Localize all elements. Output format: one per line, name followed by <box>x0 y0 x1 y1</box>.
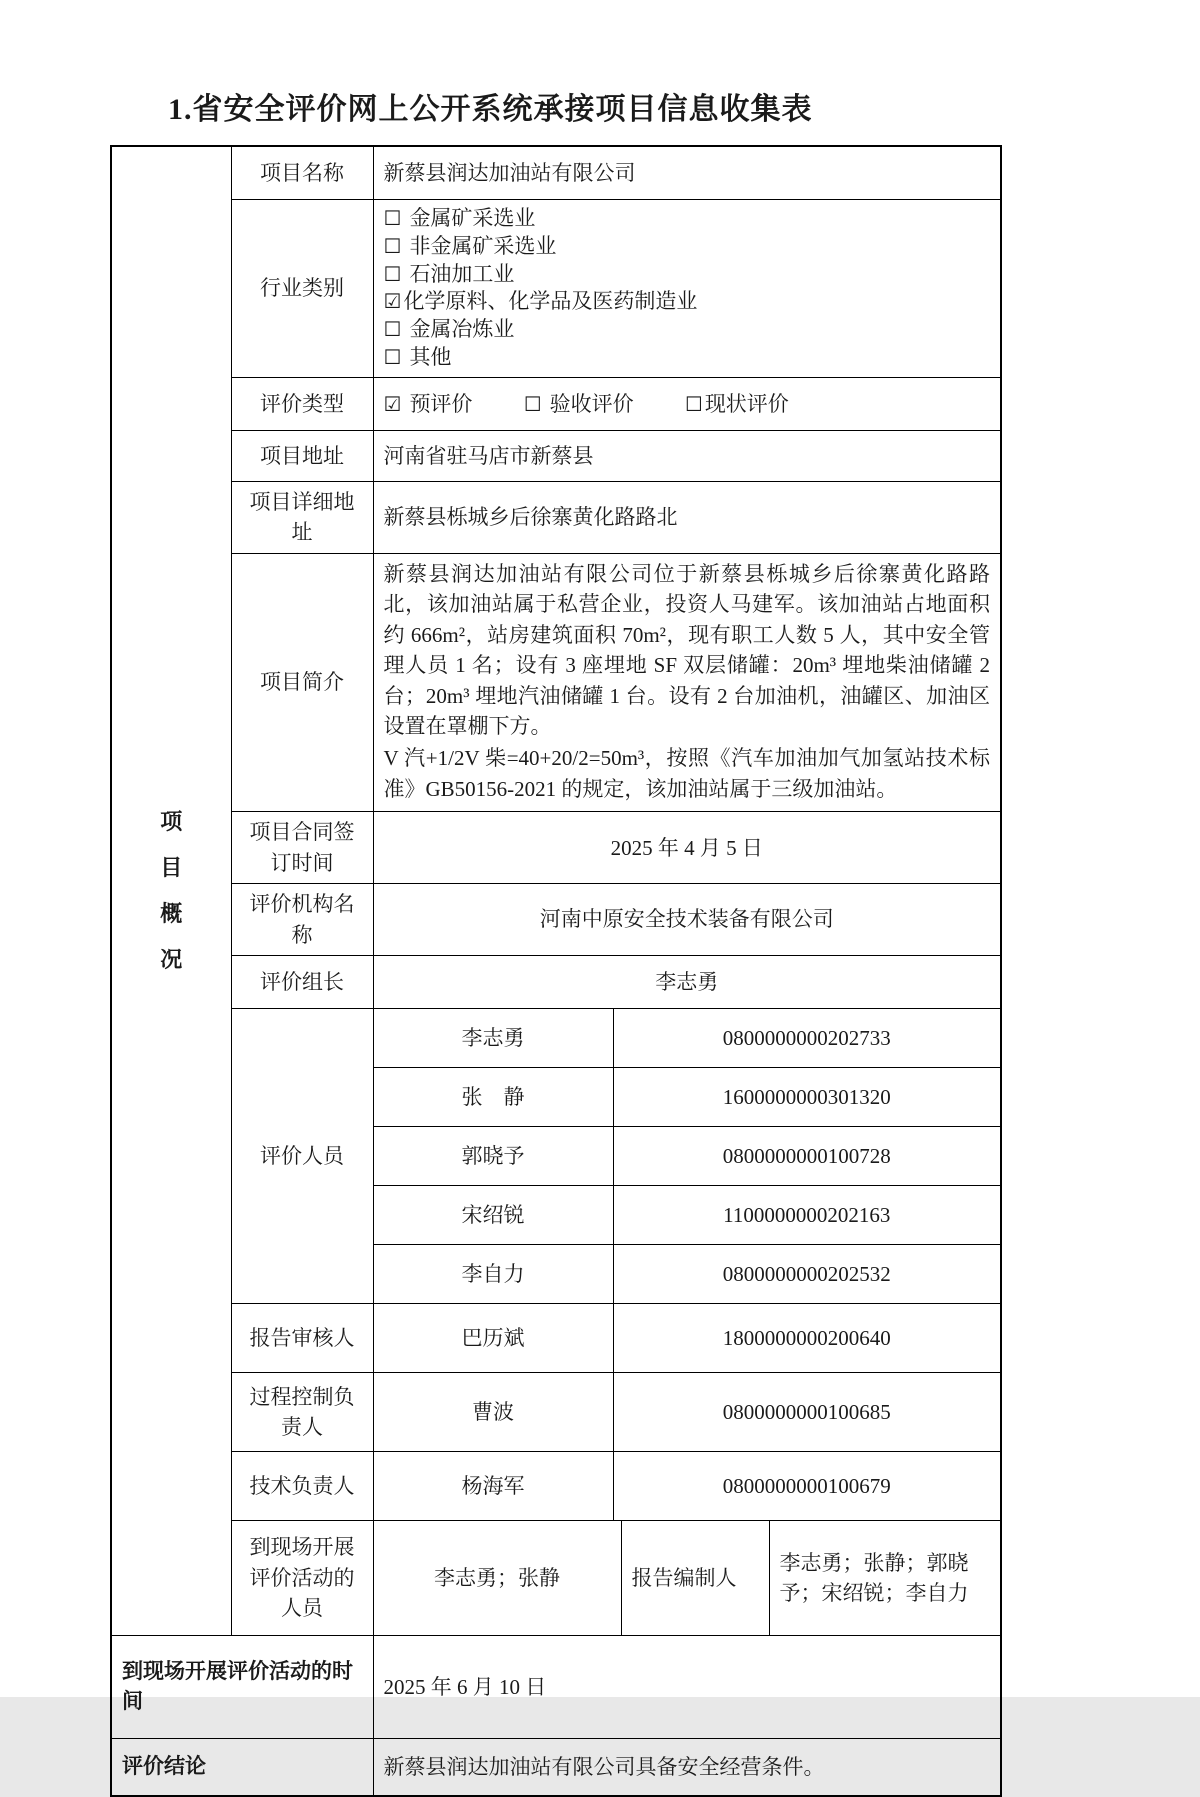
industry-option-label: 非金属矿采选业 <box>409 233 557 258</box>
industry-option-label: 金属冶炼业 <box>409 317 515 342</box>
table-row <box>111 1521 1001 1636</box>
industry-option-label: 石油加工业 <box>409 261 515 286</box>
checkbox-checked-icon: ☑ <box>383 391 402 416</box>
table-row <box>111 1452 1001 1521</box>
reviewer-name: 巴历斌 <box>373 1304 613 1373</box>
conclusion-label: 评价结论 <box>111 1739 373 1797</box>
tech-lead-label: 技术负责人 <box>231 1452 373 1521</box>
evaluator-name: 张 静 <box>373 1068 613 1127</box>
industry-option-label: 化学原料、化学品及医药制造业 <box>403 289 698 314</box>
industry-option <box>384 288 991 316</box>
eval-type-option-label: 现状评价 <box>704 391 789 416</box>
industry-option <box>384 205 991 233</box>
leader-label: 评价组长 <box>231 956 373 1009</box>
checkbox-unchecked-icon: ☐ <box>383 233 402 258</box>
conclusion-value: 新蔡县润达加油站有限公司具备安全经营条件。 <box>373 1739 1001 1797</box>
industry-option <box>384 344 991 372</box>
checkbox-unchecked-icon: ☐ <box>383 345 402 370</box>
checkbox-unchecked-icon: ☐ <box>684 391 703 416</box>
table-row <box>111 553 1001 812</box>
evaluator-name: 郭晓予 <box>373 1127 613 1186</box>
checkbox-unchecked-icon: ☐ <box>383 317 402 342</box>
info-collection-table <box>110 145 1002 1797</box>
table-row <box>111 481 1001 553</box>
industry-label: 行业类别 <box>231 200 373 378</box>
industry-option-label: 其他 <box>409 345 452 370</box>
tech-lead-number: 0800000000100679 <box>613 1452 1001 1521</box>
checkbox-unchecked-icon: ☐ <box>383 206 402 230</box>
table-row <box>111 956 1001 1009</box>
summary-paragraph-1: 新蔡县润达加油站有限公司位于新蔡县栎城乡后徐寨黄化路路北，该加油站属于私营企业，投资人马建军。该加油站占地面积约 666m²，站房建筑面积 70m²，现有职工人数 5 人，其中安全管理人员 1 名；设有 3 座埋地 SF 双层储罐：20m³ 埋地柴油储罐 2 台；20m³ 埋地汽油储罐 1 台。设有 2 台加油机，油罐区、加油区设置在罩棚下方。 <box>383 561 990 739</box>
process-control-label: 过程控制负责人 <box>231 1373 373 1452</box>
reviewer-number: 1800000000200640 <box>613 1304 1001 1373</box>
table-row <box>111 1636 1001 1739</box>
address-label: 项目地址 <box>231 430 373 481</box>
site-date-value: 2025 年 6 月 10 日 <box>373 1636 1001 1739</box>
table-row <box>111 377 1001 430</box>
leader-value: 李志勇 <box>373 956 1001 1009</box>
agency-value: 河南中原安全技术装备有限公司 <box>373 884 1001 956</box>
site-date-label: 到现场开展评价活动的时间 <box>111 1636 373 1739</box>
section-label: 项目概况 <box>160 808 183 973</box>
industry-option <box>384 316 991 344</box>
summary-paragraph-2: V 汽+1/2V 柴=40+20/2=50m³，按照《汽车加油加气加氢站技术标准》GB50156-2021 的规定，该加油站属于三级加油站。 <box>383 746 990 801</box>
table-row <box>111 884 1001 956</box>
detail-address-label: 项目详细地址 <box>231 481 373 553</box>
detail-address-value: 新蔡县栎城乡后徐寨黄化路路北 <box>373 481 1001 553</box>
contract-date-value: 2025 年 4 月 5 日 <box>373 812 1001 884</box>
table-row <box>111 200 1001 378</box>
summary-label: 项目简介 <box>231 553 373 812</box>
address-value: 河南省驻马店市新蔡县 <box>373 430 1001 481</box>
evaluator-number: 0800000000202532 <box>613 1245 1001 1304</box>
contract-date-label: 项目合同签订时间 <box>231 812 373 884</box>
evaluator-number: 1100000000202163 <box>613 1186 1001 1245</box>
project-name-value: 新蔡县润达加油站有限公司 <box>373 146 1001 200</box>
eval-type-option <box>384 389 473 419</box>
eval-type-option-label: 验收评价 <box>549 391 634 416</box>
site-personnel-label: 到现场开展评价活动的人员 <box>231 1521 373 1636</box>
table-row <box>111 1304 1001 1373</box>
reviewer-label: 报告审核人 <box>231 1304 373 1373</box>
industry-option-label: 金属矿采选业 <box>409 206 536 230</box>
checkbox-checked-icon: ☑ <box>383 289 402 314</box>
evaluator-number: 1600000000301320 <box>613 1068 1001 1127</box>
table-row <box>111 812 1001 884</box>
eval-type-label: 评价类型 <box>231 377 373 430</box>
agency-label: 评价机构名称 <box>231 884 373 956</box>
section-label-cell <box>111 146 231 1636</box>
checkbox-unchecked-icon: ☐ <box>523 391 542 416</box>
evaluator-number: 0800000000100728 <box>613 1127 1001 1186</box>
table-row <box>111 1009 1001 1068</box>
eval-type-option-label: 预评价 <box>409 391 473 416</box>
report-compiler-value: 李志勇；张静；郭晓予；宋绍锐；李自力 <box>769 1521 1001 1636</box>
table-row <box>111 146 1001 200</box>
industry-option <box>384 233 991 261</box>
process-control-number: 0800000000100685 <box>613 1373 1001 1452</box>
site-personnel-value: 李志勇；张静 <box>373 1521 621 1636</box>
industry-option <box>384 261 991 289</box>
summary-cell <box>373 553 1001 812</box>
industry-options-cell <box>373 200 1001 378</box>
evaluator-name: 宋绍锐 <box>373 1186 613 1245</box>
process-control-name: 曹波 <box>373 1373 613 1452</box>
evaluator-number: 0800000000202733 <box>613 1009 1001 1068</box>
evaluator-name: 李志勇 <box>373 1009 613 1068</box>
table-row <box>111 1373 1001 1452</box>
table-row <box>111 430 1001 481</box>
table-row <box>111 1739 1001 1797</box>
evaluator-name: 李自力 <box>373 1245 613 1304</box>
page-title: 1.省安全评价网上公开系统承接项目信息收集表 <box>168 93 813 126</box>
eval-type-options-cell <box>373 377 1001 430</box>
eval-type-option <box>685 389 789 419</box>
evaluators-label: 评价人员 <box>231 1009 373 1304</box>
tech-lead-name: 杨海军 <box>373 1452 613 1521</box>
report-compiler-label: 报告编制人 <box>621 1521 769 1636</box>
eval-type-option <box>524 389 634 419</box>
project-name-label: 项目名称 <box>231 146 373 200</box>
checkbox-unchecked-icon: ☐ <box>383 261 402 286</box>
